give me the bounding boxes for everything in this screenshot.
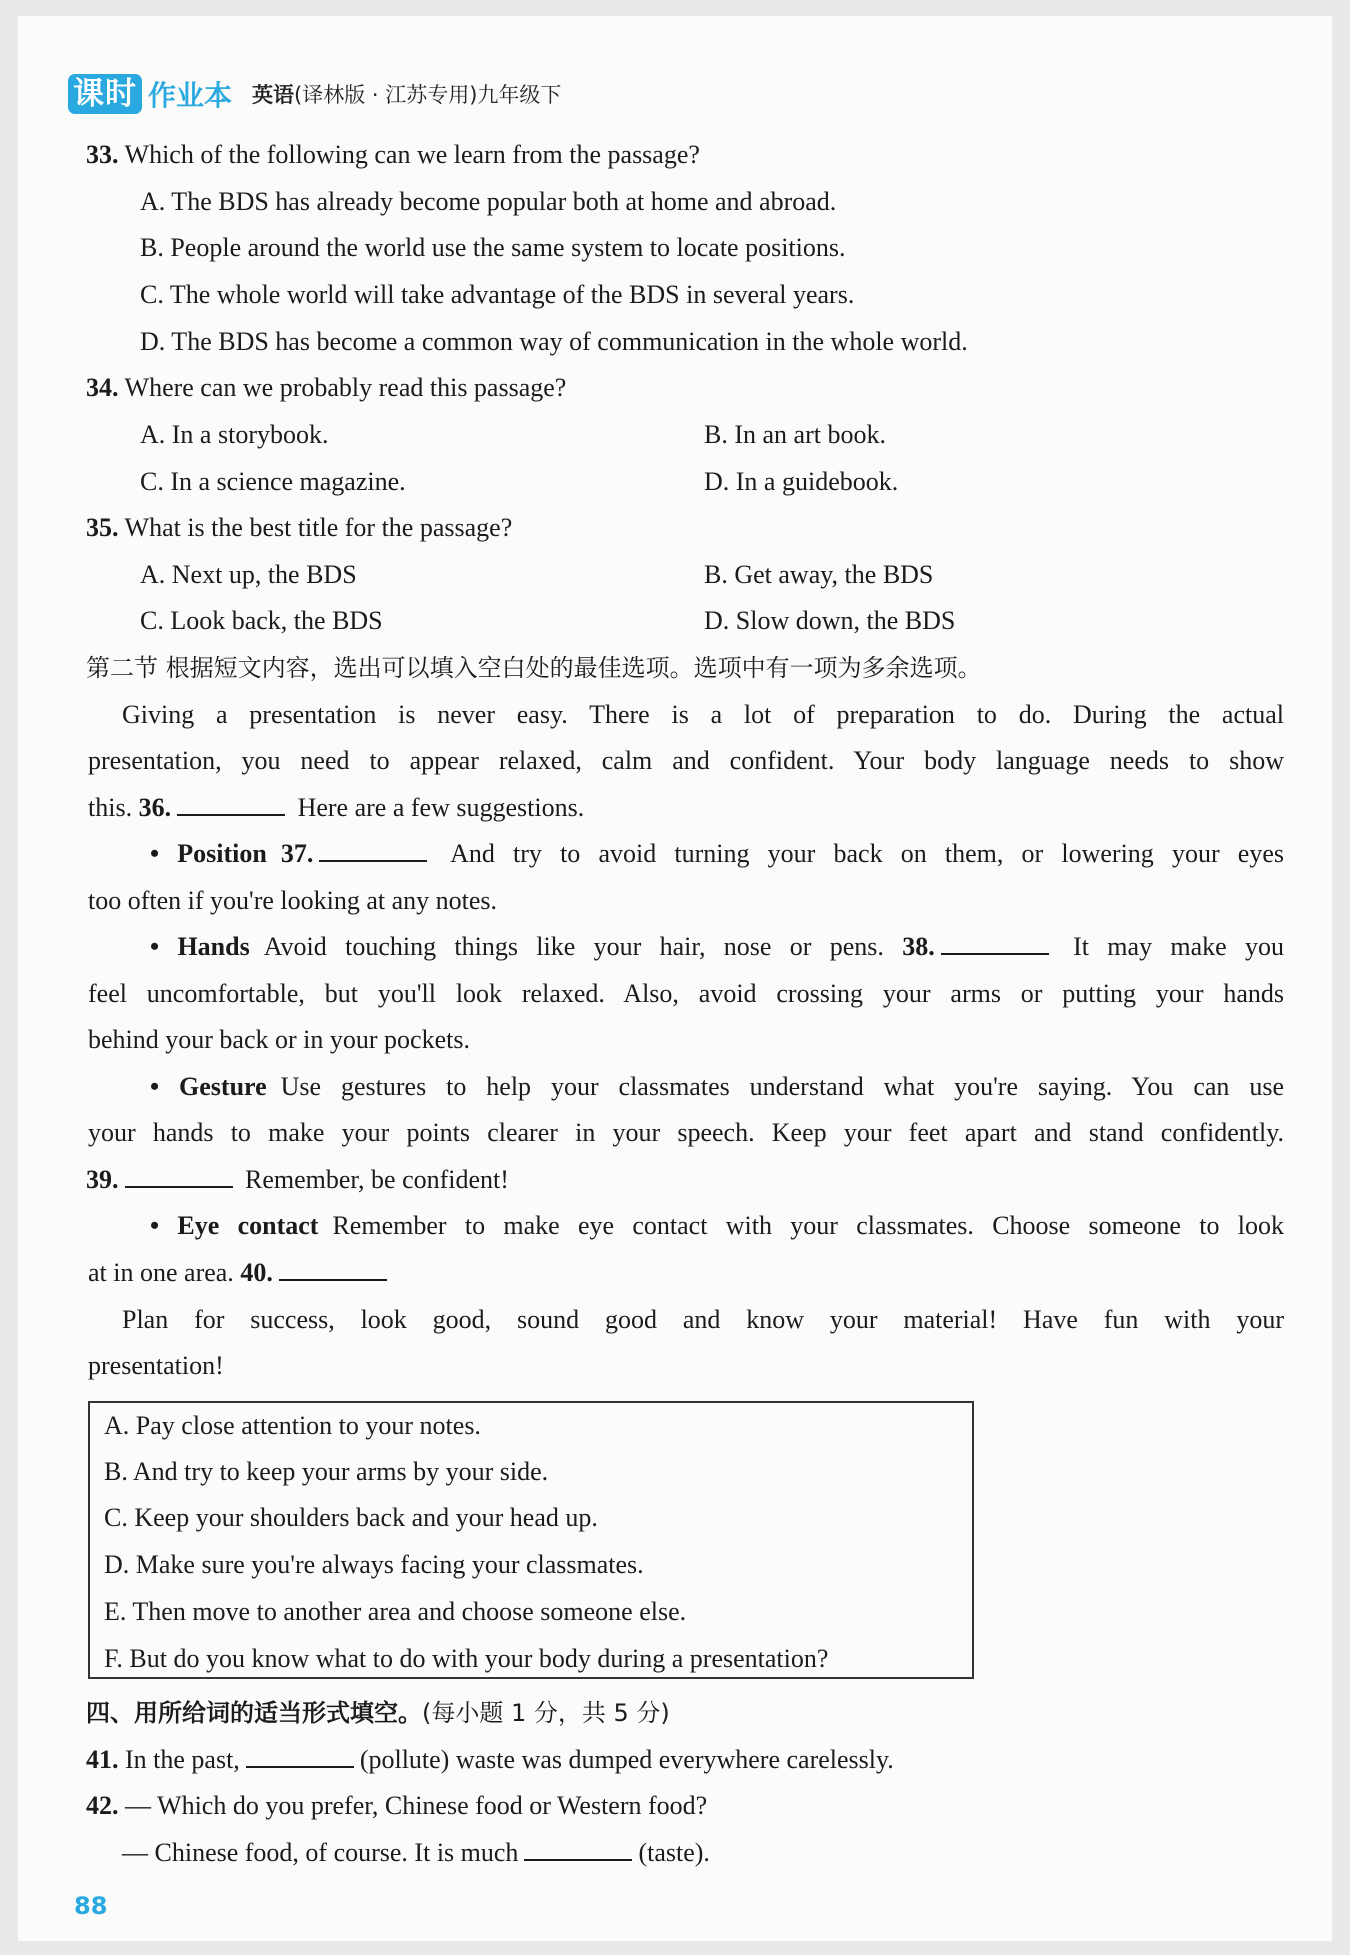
question-42-answer-line: — Chinese food, of course. It is much (taste).: [122, 1838, 710, 1867]
q35-option-b: B. Get away, the BDS: [704, 560, 934, 589]
q34-option-c: C. In a science magazine.: [140, 467, 406, 496]
blank-40[interactable]: [279, 1257, 387, 1281]
choice-a: A. Pay close attention to your notes.: [104, 1411, 481, 1440]
choice-d: D. Make sure you're always facing your classmates.: [104, 1550, 644, 1579]
choice-b: B. And try to keep your arms by your side.: [104, 1457, 549, 1486]
blank-39[interactable]: [125, 1164, 233, 1188]
workbook-page: [18, 16, 1332, 1941]
hands-paragraph: • Hands Avoid touching things like your hair, nose or pens. 38. It may make you: [150, 932, 1285, 961]
page-header: [68, 70, 561, 118]
passage-line: behind your back or in your pockets.: [88, 1025, 470, 1054]
passage-line: Plan for success, look good, sound good and know your material! Have fun with your: [122, 1305, 1284, 1334]
passage-line-40: at in one area. 40.: [88, 1257, 393, 1289]
eye-contact-paragraph: • Eye contact Remember to make eye contact with your classmates. Choose someone to look: [150, 1211, 1284, 1240]
section-2-instruction: 第二节 根据短文内容，选出可以填入空白处的最佳选项。选项中有一项为多余选项。: [86, 654, 982, 682]
q33-option-c: C. The whole world will take advantage of the BDS in several years.: [140, 280, 855, 309]
blank-37[interactable]: [319, 838, 427, 862]
q33-option-b: B. People around the world use the same system to locate positions.: [140, 233, 846, 262]
question-33: 33. Which of the following can we learn from the passage?: [86, 140, 700, 169]
gesture-paragraph: • Gesture Use gestures to help your classmates understand what you're saying. You can use: [150, 1072, 1285, 1101]
q35-option-d: D. Slow down, the BDS: [704, 606, 956, 635]
passage-line: presentation, you need to appear relaxed, calm and confident. Your body language needs to show: [88, 746, 1284, 775]
passage-line: Giving a presentation is never easy. There is a lot of preparation to do. During the actual: [122, 700, 1284, 729]
question-35: 35. What is the best title for the passage?: [86, 513, 513, 542]
passage-line-39: 39. Remember, be confident!: [86, 1165, 509, 1194]
blank-42[interactable]: [524, 1837, 632, 1861]
brand-logo: 课时: [68, 74, 142, 114]
choice-e: E. Then move to another area and choose someone else.: [104, 1597, 687, 1626]
q34-option-b: B. In an art book.: [704, 420, 886, 449]
q33-option-a: A. The BDS has already become popular both at home and abroad.: [140, 187, 837, 216]
q35-option-c: C. Look back, the BDS: [140, 606, 383, 635]
choices-box: [88, 1401, 974, 1679]
q34-option-d: D. In a guidebook.: [704, 467, 899, 496]
brand-logo-text: 作业本: [148, 79, 233, 112]
book-subject: 英语(译林版 · 江苏专用)九年级下: [252, 83, 562, 107]
passage-line: your hands to make your points clearer in your speech. Keep your feet apart and stand confidently.: [88, 1118, 1284, 1147]
passage-line: too often if you're looking at any notes.: [88, 886, 498, 915]
passage-line-36: this. 36. Here are a few suggestions.: [88, 793, 585, 822]
section-4-title: 四、用所给词的适当形式填空。(每小题 1 分，共 5 分): [86, 1699, 670, 1727]
blank-41[interactable]: [246, 1744, 354, 1768]
q33-option-d: D. The BDS has become a common way of communication in the whole world.: [140, 327, 968, 356]
blank-36[interactable]: [177, 792, 285, 816]
question-41: 41. In the past, (pollute) waste was dumped everywhere carelessly.: [86, 1745, 894, 1774]
choice-c: C. Keep your shoulders back and your head up.: [104, 1503, 598, 1532]
passage-line: presentation!: [88, 1351, 224, 1380]
choice-f: F. But do you know what to do with your body during a presentation?: [104, 1644, 829, 1673]
q34-option-a: A. In a storybook.: [140, 420, 329, 449]
page-number: 88: [74, 1892, 108, 1920]
question-42: 42. — Which do you prefer, Chinese food or Western food?: [86, 1791, 708, 1820]
question-34: 34. Where can we probably read this passage?: [86, 373, 567, 402]
q35-option-a: A. Next up, the BDS: [140, 560, 357, 589]
position-paragraph: • Position 37. And try to avoid turning your back on them, or lowering your eyes: [150, 839, 1284, 868]
passage-line: feel uncomfortable, but you'll look relaxed. Also, avoid crossing your arms or putting your hands: [88, 979, 1284, 1008]
blank-38[interactable]: [941, 931, 1049, 955]
